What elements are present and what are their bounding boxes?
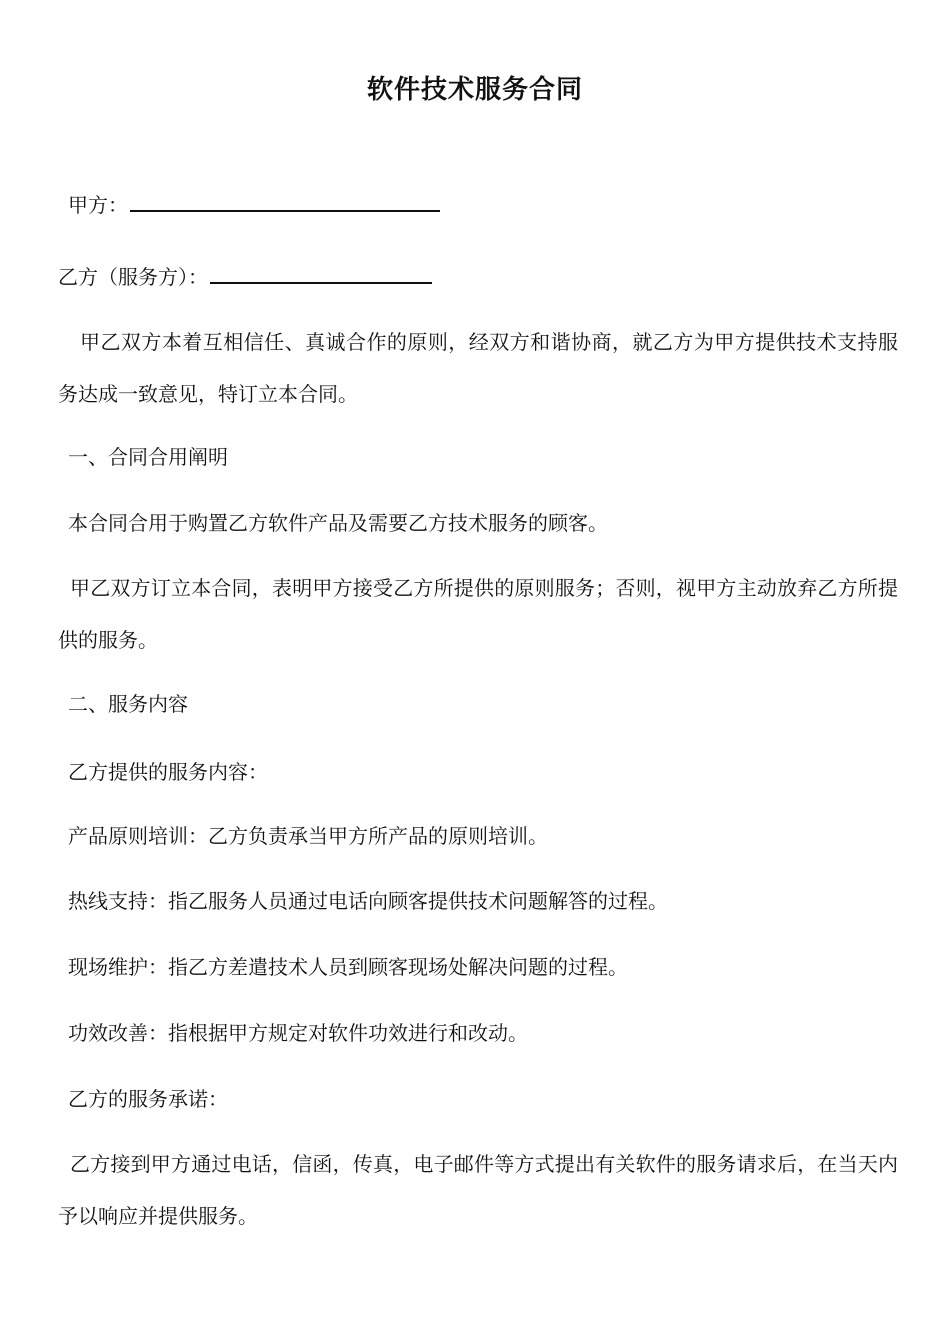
services-intro: 乙方提供的服务内容： [68, 760, 268, 784]
service-training: 产品原则培训：乙方负责承当甲方所产品的原则培训。 [68, 824, 548, 848]
party-b-row [58, 258, 432, 293]
party-a-blank [130, 186, 440, 212]
intro-paragraph: 甲乙双方本着互相信任、真诚合作的原则，经双方和谐协商，就乙方为甲方提供技术支持服务达成一致意见，特订立本合同。 [58, 330, 898, 406]
party-b-blank [210, 258, 432, 284]
service-hotline: 热线支持：指乙服务人员通过电话向顾客提供技术问题解答的过程。 [68, 889, 668, 913]
section1-heading: 一、合同合用阐明 [68, 445, 228, 469]
promise-heading: 乙方的服务承诺： [68, 1087, 228, 1111]
party-a-label: 甲方： [68, 193, 128, 217]
section1-paragraph-2: 甲乙双方订立本合同，表明甲方接受乙方所提供的原则服务；否则，视甲方主动放弃乙方所提供的服务。 [58, 576, 898, 652]
promise-paragraph: 乙方接到甲方通过电话，信函，传真，电子邮件等方式提出有关软件的服务请求后，在当天内予以响应并提供服务。 [58, 1152, 898, 1228]
party-b-label: 乙方（服务方）： [58, 265, 208, 289]
document-title: 软件技术服务合同 [366, 75, 583, 105]
section1-paragraph-1: 本合同合用于购置乙方软件产品及需要乙方技术服务的顾客。 [68, 511, 608, 535]
party-a-row [68, 186, 440, 221]
section2-heading: 二、服务内容 [68, 692, 188, 716]
service-improvement: 功效改善：指根据甲方规定对软件功效进行和改动。 [68, 1021, 528, 1045]
service-onsite: 现场维护：指乙方差遣技术人员到顾客现场处解决问题的过程。 [68, 955, 628, 979]
